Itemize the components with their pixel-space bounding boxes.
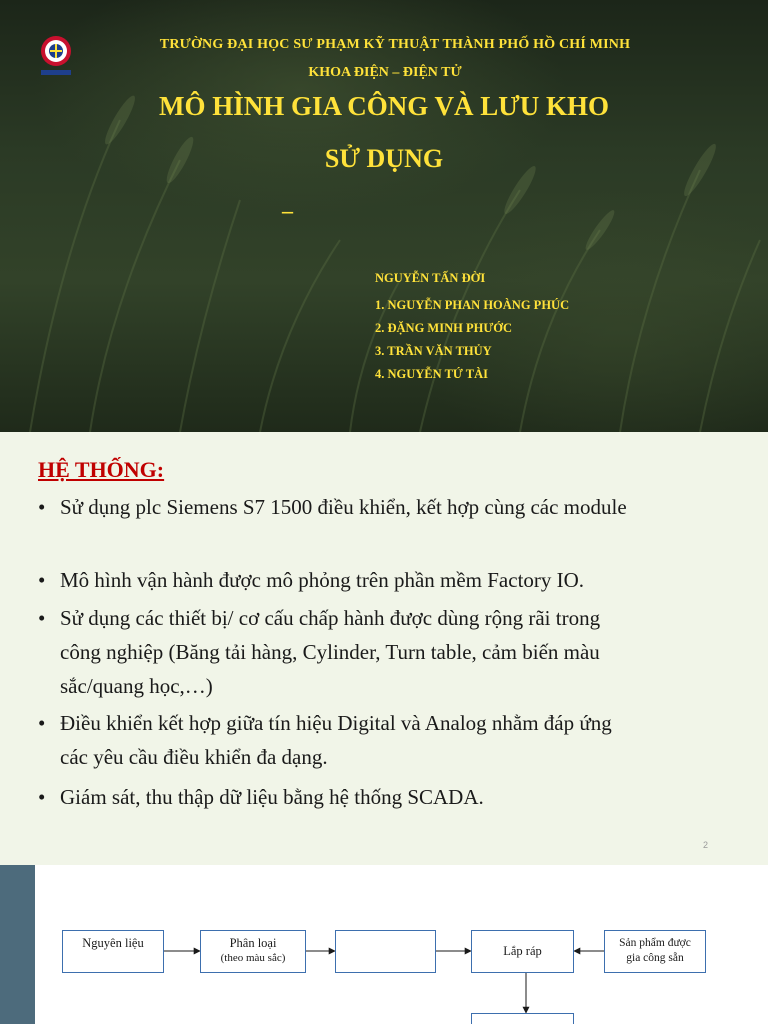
flow-box-next [471,1013,574,1024]
project-title-dash: – [282,198,293,223]
flow-box-label: Sản phẩm được [619,937,691,949]
title-slide [0,0,768,432]
bullet-item [38,601,738,703]
university-name: TRƯỜNG ĐẠI HỌC SƯ PHẠM KỸ THUẬT THÀNH PHỐ HỒ CHÍ MINH [159,37,631,52]
bullet-text-line: công nghiệp (Băng tải hàng, Cylinder, Turn table, cảm biến màu [60,640,600,664]
member-1: 1. NGUYỄN PHAN HOÀNG PHÚC [375,298,570,312]
flow-box-blank [335,930,436,973]
bullet-item [38,490,738,524]
advisor-name: NGUYỄN TẤN ĐỜI [375,271,486,285]
flow-diagram-slide [0,865,768,1024]
bullet-text: Mô hình vận hành được mô phỏng trên phần mềm Factory IO. [60,568,585,592]
member-3: 3. TRẦN VĂN THỦY [375,344,492,358]
bullet-marker: • [38,568,46,592]
project-title-line-2: SỬ DỤNG [324,144,444,173]
flow-box-label: Phân loại [229,936,277,950]
bullet-marker: • [38,785,46,809]
bullet-text: Sử dụng plc Siemens S7 1500 điều khiển, kết hợp cùng các module [60,495,627,519]
bullet-marker: • [38,495,46,519]
bullet-text-line: các yêu cầu điều khiển đa dạng. [60,745,328,769]
bullet-marker: • [38,711,46,735]
member-4: 4. NGUYỄN TỨ TÀI [375,367,488,381]
bullet-marker: • [38,606,46,630]
bullet-text-line: Sử dụng các thiết bị/ cơ cấu chấp hành được dùng rộng rãi trong [60,606,601,630]
faculty-name: KHOA ĐIỆN – ĐIỆN TỬ [308,65,462,80]
bullet-text-line: Điều khiển kết hợp giữa tín hiệu Digital và Analog nhằm đáp ứng [60,711,612,735]
system-slide [0,432,768,865]
flow-box-label-line-2: gia công sẵn [626,952,684,964]
bullet-text-line: sắc/quang học,…) [60,674,213,698]
section-heading: HỆ THỐNG: [38,457,165,482]
bullet-item [38,780,738,814]
flow-box-premade-product [604,930,706,973]
flow-box-raw-material [62,930,164,973]
member-2: 2. ĐẶNG MINH PHƯỚC [375,321,513,335]
flow-box-label: Nguyên liệu [82,936,144,950]
flow-box-sublabel: (theo màu sắc) [220,952,286,964]
flow-box-sorting [200,930,306,973]
university-logo [38,34,74,78]
project-title-line-1: MÔ HÌNH GIA CÔNG VÀ LƯU KHO [158,91,610,121]
page-number: 2 [703,840,709,850]
bullet-item [38,563,738,597]
flow-box-label: Lắp ráp [503,944,542,958]
flow-box-assembly [471,930,574,973]
bullet-text: Giám sát, thu thập dữ liệu bằng hệ thống SCADA. [60,785,484,809]
bullet-item [38,706,738,774]
